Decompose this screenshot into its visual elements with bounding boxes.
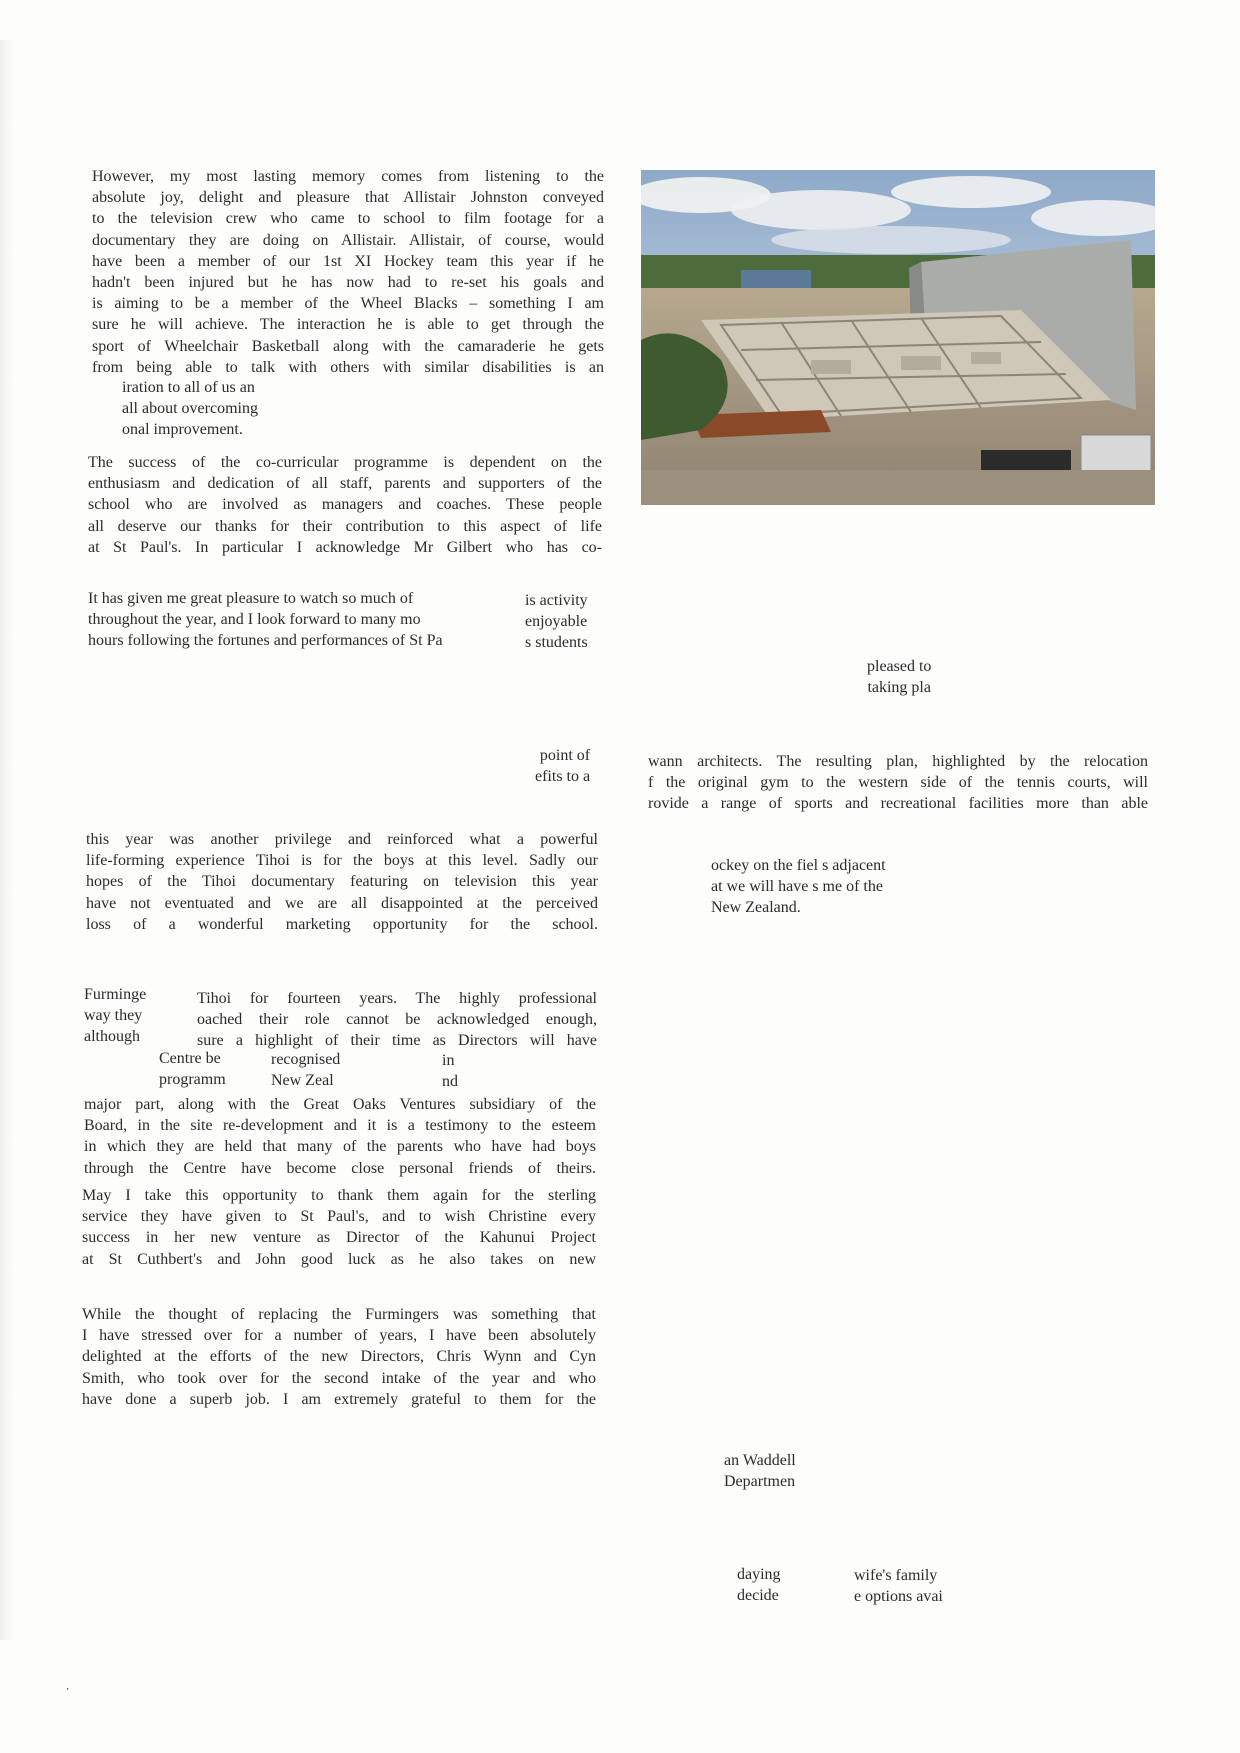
paragraph-thanks — [82, 1185, 596, 1270]
text-line: to the television crew who came to school to film footage for a — [92, 210, 604, 228]
text-line: in which they are held that many of the parents who have had boys — [84, 1138, 596, 1156]
paragraph-pleasure-left — [88, 588, 443, 652]
paragraph-new-directors — [82, 1304, 596, 1410]
text-line: efits to a — [535, 768, 591, 786]
text-line: However, my most lasting memory comes from listening to the — [92, 168, 604, 185]
text-line: recognised — [271, 1051, 341, 1068]
text-line: May I take this opportunity to thank them again for the sterling — [82, 1187, 596, 1204]
right-fragment-wife — [854, 1565, 943, 1607]
text-line: iration to all of us an — [122, 379, 255, 396]
text-line: s students — [525, 634, 588, 652]
text-line: e options avai — [854, 1588, 943, 1606]
text-line: It has given me great pleasure to watch so much of — [88, 590, 414, 607]
paragraph-furmingers-fragment-c — [442, 1050, 458, 1092]
text-line: New Zeal — [271, 1072, 334, 1090]
text-line: programm — [159, 1071, 226, 1089]
text-line: success in her new venture as Director of the Kahunui Project — [82, 1229, 596, 1247]
text-line: throughout the year, and I look forward to many mo — [88, 611, 421, 629]
text-line: sure he will achieve. The interaction he is able to get through the — [92, 316, 604, 334]
text-line: at St Cuthbert's and John good luck as he also takes on new — [82, 1250, 596, 1268]
text-line: enjoyable — [525, 613, 588, 631]
text-line: While the thought of replacing the Furmingers was something that — [82, 1306, 596, 1323]
text-line: wife's family — [854, 1567, 938, 1584]
text-line: taking pla — [867, 679, 931, 697]
paragraph-allistair — [92, 166, 604, 378]
text-line: all about overcoming — [122, 400, 258, 418]
text-line: The success of the co-curricular programme is dependent on the — [88, 454, 602, 471]
paragraph-furmingers-fragment-b — [271, 1049, 340, 1091]
paragraph-point-fragment — [535, 745, 590, 787]
text-line: rovide a range of sports and recreational facilities more than able — [648, 795, 1148, 813]
text-line: documentary they are doing on Allistair. Allistair, of course, would — [92, 231, 604, 249]
paragraph-pleasure-right — [525, 590, 588, 654]
text-line: nd — [442, 1073, 458, 1091]
text-line: sure a highlight of their time as Directors will have — [197, 1032, 597, 1050]
text-line: oached their role cannot be acknowledged enough, — [197, 1011, 597, 1029]
text-line: this year was another privilege and reinforced what a powerful — [86, 831, 598, 848]
paragraph-furmingers-left — [84, 984, 146, 1048]
right-fragment-hockey — [711, 855, 886, 919]
text-line: have not eventuated and we are all disappointed at the perceived — [86, 894, 598, 912]
scan-speck: ⸱ — [66, 1682, 70, 1696]
paragraph-tihoi-privilege — [86, 829, 598, 935]
text-line: Tihoi for fourteen years. The highly professional — [197, 990, 597, 1007]
text-line: pleased to — [867, 658, 932, 675]
text-line: all deserve our thanks for their contribution to this aspect of life — [88, 517, 602, 535]
text-line: at we will have s me of the — [711, 878, 883, 896]
text-line: way they — [84, 1007, 143, 1025]
text-line: at St Paul's. In particular I acknowledge Mr Gilbert who has co- — [88, 538, 602, 556]
text-line: enthusiasm and dedication of all staff, parents and supporters of the — [88, 475, 602, 493]
text-line: loss of a wonderful marketing opportunity for the school. — [86, 915, 598, 933]
text-line: I have stressed over for a number of years, I have been absolutely — [82, 1327, 596, 1345]
text-line: Board, in the site re-development and it is a testimony to the esteem — [84, 1117, 596, 1135]
text-line: hours following the fortunes and performances of St Pa — [88, 632, 443, 650]
text-line: an Waddell — [724, 1452, 796, 1469]
right-fragment-pleased — [867, 656, 931, 698]
right-fragment-waddell — [724, 1450, 796, 1492]
text-line: through the Centre have become close personal friends of theirs. — [84, 1159, 596, 1177]
text-line: wann architects. The resulting plan, highlighted by the relocation — [648, 753, 1148, 770]
text-line: is aiming to be a member of the Wheel Blacks – something I am — [92, 295, 604, 313]
text-line: New Zealand. — [711, 899, 801, 917]
paragraph-architects — [648, 751, 1148, 815]
text-line: although — [84, 1028, 140, 1046]
text-line: onal improvement. — [122, 421, 243, 439]
paragraph-furmingers-right — [197, 988, 597, 1052]
text-line: in — [442, 1052, 455, 1069]
text-line: f the original gym to the western side of the tennis courts, will — [648, 774, 1148, 792]
text-line: Departmen — [724, 1473, 796, 1491]
text-line: hopes of the Tihoi documentary featuring on television this year — [86, 873, 598, 891]
construction-site-photo — [641, 170, 1155, 505]
text-line: Furminge — [84, 986, 147, 1003]
text-line: life-forming experience Tihoi is for the boys at this level. Sadly our — [86, 852, 598, 870]
right-fragment-daying — [737, 1564, 781, 1606]
text-line: decide — [737, 1587, 779, 1605]
text-line: service they have given to St Paul's, and to wish Christine every — [82, 1208, 596, 1226]
text-line: delighted at the efforts of the new Directors, Chris Wynn and Cyn — [82, 1348, 596, 1366]
text-line: absolute joy, delight and pleasure that Allistair Johnston conveyed — [92, 189, 604, 207]
text-line: daying — [737, 1566, 781, 1583]
text-line: hadn't been injured but he has now had to re-set his goals and — [92, 274, 604, 292]
text-line: Smith, who took over for the second intake of the year and who — [82, 1369, 596, 1387]
text-line: point of — [539, 747, 591, 764]
paragraph-furmingers-rest — [84, 1094, 596, 1179]
text-line: Centre be — [159, 1050, 221, 1067]
paragraph-co-curricular — [88, 452, 602, 558]
text-line: from being able to talk with others with similar disabilities is an — [92, 358, 604, 376]
text-line: school who are involved as managers and coaches. These people — [88, 496, 602, 514]
text-line: have done a superb job. I am extremely grateful to them for the — [82, 1390, 596, 1408]
text-line: is activity — [525, 592, 588, 609]
text-line: have been a member of our 1st XI Hockey team this year if he — [92, 252, 604, 270]
paragraph-furmingers-fragment-a — [159, 1048, 226, 1090]
text-line: major part, along with the Great Oaks Ventures subsidiary of the — [84, 1096, 596, 1113]
paragraph-allistair-fragment — [122, 377, 258, 441]
scan-edge-shadow — [0, 40, 14, 1640]
text-line: ockey on the fiel s adjacent — [711, 857, 886, 874]
text-line: sport of Wheelchair Basketball along with the camaraderie he gets — [92, 337, 604, 355]
